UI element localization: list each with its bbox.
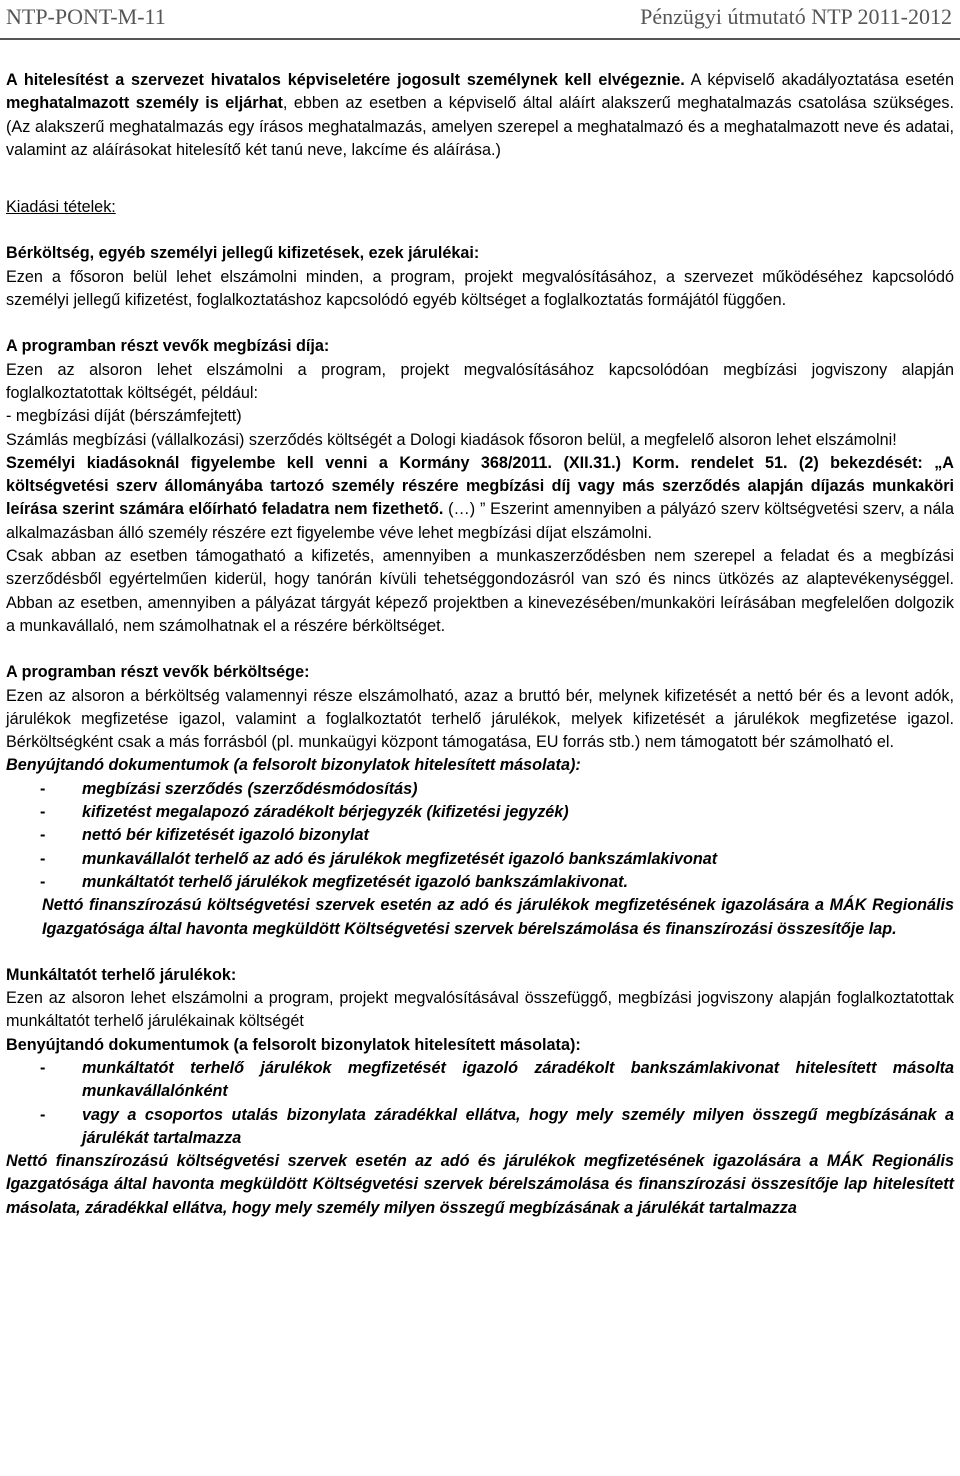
berk2-docs-heading: Benyújtandó dokumentumok (a felsorolt bizonylatok hitelesített másolata): [6,756,581,775]
megbizasi-text-5: Csak abban az esetben támogatható a kifizetés, amennyiben a munkaszerződésben nem szerepel a feladat és a megbízási szerződésből egyértelműen kiderül, hogy tanórán kívüli tehetséggondozásról van szó és nincs ütközés az alaptevékenységgel. Abban az esetben, amennyiben a pályázat tárgyát képező projektben a kinevezésében/munkaköri leírásában megfelelően dolgozik a munkavállaló, nem számolhatnak el a részére bérköltséget. [6,547,954,635]
megbizasi-regulation [6,452,954,545]
intro-text-1: A képviselő akadályoztatása esetén [684,71,954,89]
munkaltato-docs-list [6,1057,954,1150]
berk2-heading: A programban részt vevők bérköltsége: [6,663,310,682]
munkaltato-note: Nettó finanszírozású költségvetési szervek esetén az adó és járulékok megfizetésének igazolására a MÁK Regionális Igazgatósága által havonta megküldött Költségvetési szervek bérelszámolása és finanszírozási összesítője lap hitelesített másolata, záradékkal ellátva, hogy mely személy milyen összegű megbízásának a járulékát tartalmazza [6,1152,954,1217]
page-header [0,0,960,40]
regulation-quote: Személyi kiadásoknál figyelembe kell venni a Kormány 368/2011. (XII.31.) Korm. rendelet 51. (2) bekezdését: „A költségvetési szerv állományába tartozó személy részére megbízási díj vagy más szerződés alapján díjazás munkaköri leírása szerint számára előírható feladatra nem fizethető. [6,453,954,519]
munkaltato-docs-heading: Benyújtandó dokumentumok (a felsorolt bizonylatok hitelesített másolata): [6,1035,581,1054]
munkaltato-text: Ezen az alsoron lehet elszámolni a program, projekt megvalósításával összefüggő, megbízási jogviszony alapján foglalkoztatottak munkáltatót terhelő járulékainak költségét [6,989,954,1031]
berk2-note: Nettó finanszírozású költségvetési szervek esetén az adó és járulékok megfizetésének igazolására a MÁK Regionális Igazgatósága által havonta megküldött Költségvetési szervek bérelszámolása és finanszírozási összesítője lap. [42,896,954,938]
megbizasi-text-1: Ezen az alsoron lehet elszámolni a program, projekt megvalósításához kapcsolódóan megbízási jogviszony alapján foglalkoztatottak költségét, például: [6,360,954,402]
intro-bold-2: meghatalmazott személy is eljárhat [6,94,283,113]
document-body [6,69,954,1220]
list-item: - munkáltatót terhelő járulékok megfizetését igazoló záradékolt bankszámlakivonat hitelesített másolta munkavállalónként [40,1058,954,1101]
list-item: - kifizetést megalapozó záradékolt bérjegyzék (kifizetési jegyzék) [40,803,569,822]
berkoltseg-heading: Bérköltség, egyéb személyi jellegű kifizetések, ezek járulékai: [6,244,480,263]
berkoltseg-text: Ezen a fősoron belül lehet elszámolni minden, a program, projekt megvalósításához, a szervezet működéséhez kapcsolódó személyi jellegű kifizetést, foglalkoztatáshoz kapcsolódó egyéb költséget a foglalkoztatás formájától függően. [6,267,954,310]
intro-paragraph [6,69,954,162]
document-code: NTP-PONT-M-11 [6,4,166,29]
document-title: Pénzügyi útmutató NTP 2011-2012 [640,4,952,29]
list-item: - megbízási szerződés (szerződésmódosítás) [40,779,418,798]
header-rule [0,38,960,40]
intro-text-2: , ebben az esetben a képviselő által aláírt alakszerű meghatalmazás csatolása szükséges. (Az alakszerű meghatalmazás egy írásos meghatalmazás, amelyen szerepel a meghatalmazó és a meghatalmazott neve és adatai, valamint az aláírásokat hitelesítő két tanú neve, lakcíme és aláírása.) [6,94,954,159]
list-item: - munkavállalót terhelő az adó és járulékok megfizetését igazoló bankszámlakivonat [40,849,718,868]
list-item: - vagy a csoportos utalás bizonylata záradékkal ellátva, hogy mely személy milyen összegű megbízásának a járulékát tartalmazza [40,1105,954,1147]
regulation-text: (…) ” Eszerint amennyiben a pályázó szerv költségvetési szerv, a nála alkalmazásban álló személy részére ezt figyelembe véve lehet megbízási díjat elszámolni. [6,500,954,542]
megbizasi-text-2: - megbízási díját (bérszámfejtett) [6,407,242,426]
kiadasi-heading: Kiadási tételek: [6,198,116,217]
megbizasi-text-3: Számlás megbízási (vállalkozási) szerződés költségét a Dologi kiadások fősoron belül, a megfelelő alsoron lehet elszámolni! [6,430,897,449]
berk2-docs-list [6,778,954,894]
megbizasi-heading: A programban részt vevők megbízási díja: [6,337,330,356]
intro-bold: A hitelesítést a szervezet hivatalos képviseletére jogosult személynek kell elvégeznie. [6,71,685,89]
munkaltato-heading: Munkáltatót terhelő járulékok: [6,965,237,984]
list-item: - nettó bér kifizetését igazoló bizonylat [40,826,369,845]
berk2-text: Ezen az alsoron a bérköltség valamennyi része elszámolható, azaz a bruttó bér, melynek kifizetését a nettó bér és a levont adók, járulékok megfizetése igazol, valamint a foglalkoztatót terhelő járulékok, melyek kifizetését a járulékok megfizetése igazol. Bérköltségként csak a más forrásból (pl. munkaügyi központ támogatása, EU forrás stb.) nem támogatott bér számolható el. [6,686,954,752]
list-item: - munkáltatót terhelő járulékok megfizetését igazoló bankszámlakivonat. [40,872,629,891]
